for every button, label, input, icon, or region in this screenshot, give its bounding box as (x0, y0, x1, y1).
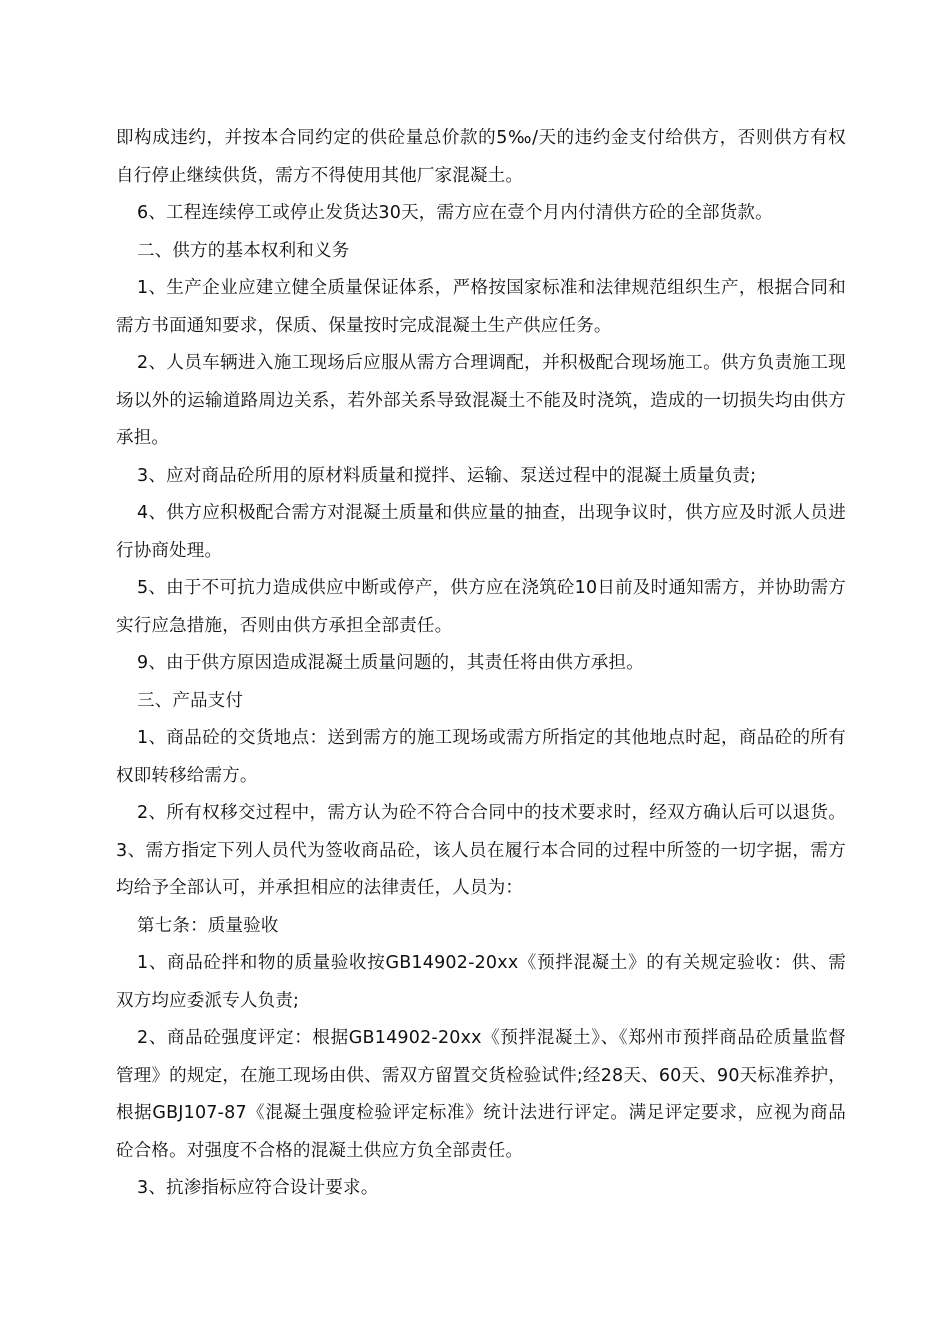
paragraph-supplier-9: 9、由于供方原因造成混凝土质量问题的，其责任将由供方承担。 (137, 653, 644, 673)
paragraph-supplier-5: 5、由于不可抗力造成供应中断或停产，供方应在浇筑砼10日前及时通知需方，并协助需方实行应急措施，否则由供方承担全部责任。 (116, 578, 846, 636)
paragraph-delivery-1: 1、商品砼的交货地点：送到需方的施工现场或需方所指定的其他地点时起，商品砼的所有权即转移给需方。 (116, 728, 846, 786)
paragraph-supplier-2: 2、人员车辆进入施工现场后应服从需方合理调配，并积极配合现场施工。供方负责施工现场以外的运输道路周边关系，若外部关系导致混凝土不能及时浇筑，造成的一切损失均由供方承担。 (116, 353, 846, 448)
article-heading-quality-acceptance: 第七条：质量验收 (137, 915, 279, 936)
paragraph-quality-2: 2、商品砼强度评定：根据GB14902-20xx《预拌混凝土》、《郑州市预拌商品砼质量监督管理》的规定，在施工现场由供、需双方留置交货检验试件;经28天、60天、90天标准养护，根据GBJ107-87《混凝土强度检验评定标准》统计法进行评定。满足评定要求，应视为商品砼合格。对强度不合格的混凝土供应方负全部责任。 (116, 1028, 846, 1161)
paragraph-delivery-2-3: 2、所有权移交过程中，需方认为砼不符合合同中的技术要求时，经双方确认后可以退货。3、需方指定下列人员代为签收商品砼，该人员在履行本合同的过程中所签的一切字据，需方均给予全部认可，并承担相应的法律责任，人员为： (116, 803, 846, 898)
paragraph-quality-3: 3、抗渗指标应符合设计要求。 (137, 1178, 379, 1198)
paragraph-item-6-stop-work: 6、工程连续停工或停止发货达30天，需方应在壹个月内付清供方砼的全部货款。 (137, 203, 773, 223)
section-heading-supplier-rights: 二、供方的基本权利和义务 (137, 240, 350, 261)
paragraph-continue-breach: 即构成违约，并按本合同约定的供砼量总价款的5‰/天的违约金支付给供方，否则供方有权自行停止继续供货，需方不得使用其他厂家混凝土。 (116, 128, 846, 186)
document-body (116, 120, 846, 1208)
paragraph-quality-1: 1、商品砼拌和物的质量验收按GB14902-20xx《预拌混凝土》的有关规定验收：供、需双方均应委派专人负责; (116, 953, 846, 1011)
section-heading-product-payment: 三、产品支付 (137, 690, 244, 711)
paragraph-supplier-1: 1、生产企业应建立健全质量保证体系，严格按国家标准和法律规范组织生产，根据合同和需方书面通知要求，保质、保量按时完成混凝土生产供应任务。 (116, 278, 846, 336)
paragraph-supplier-4: 4、供方应积极配合需方对混凝土质量和供应量的抽查，出现争议时，供方应及时派人员进行协商处理。 (116, 503, 846, 561)
paragraph-supplier-3: 3、应对商品砼所用的原材料质量和搅拌、运输、泵送过程中的混凝土质量负责; (137, 465, 757, 486)
